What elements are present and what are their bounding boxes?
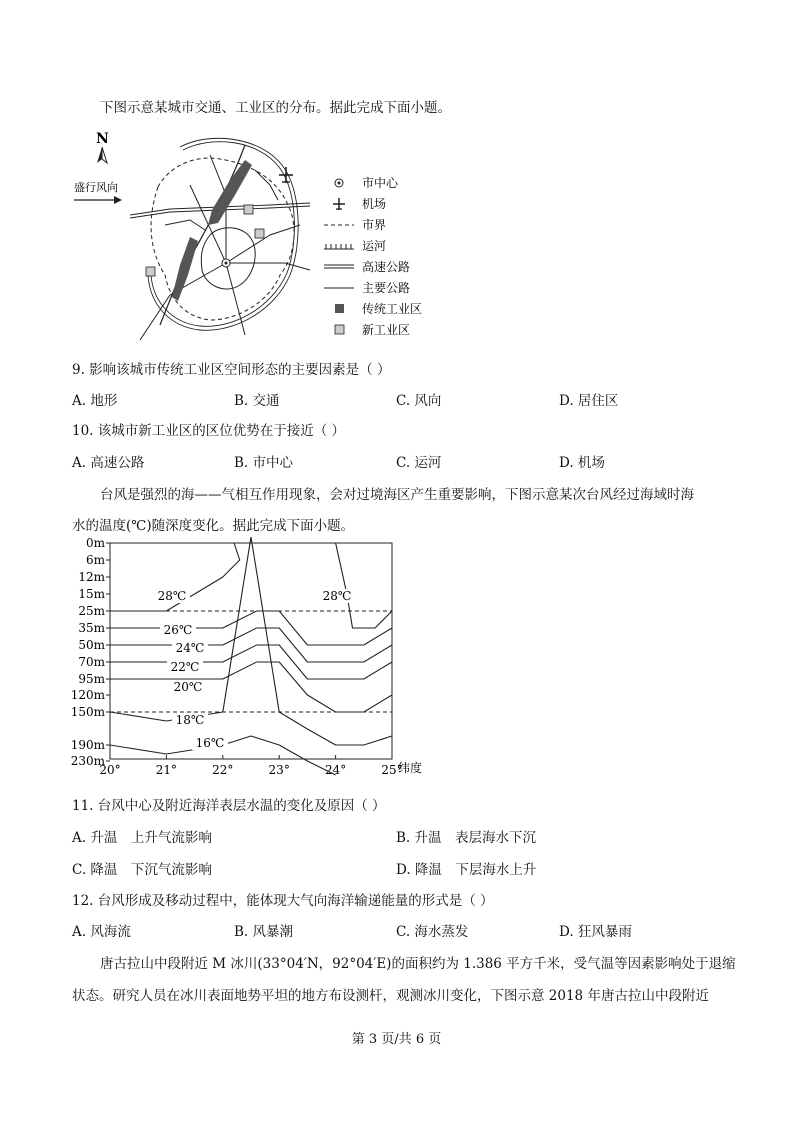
isotherm-label: 28℃	[322, 589, 352, 603]
expressway-icon	[324, 265, 354, 268]
y-tick-label: 0m	[85, 537, 105, 550]
x-tick-label: 22°	[212, 763, 234, 777]
y-tick-label: 95m	[78, 672, 105, 686]
q12-option-a[interactable]: A. 风海流	[72, 924, 131, 940]
city-center-icon	[222, 259, 230, 267]
section2-intro-line2: 水的温度(℃)随深度变化。据此完成下面小题。	[72, 518, 355, 534]
x-tick-label: 21°	[155, 763, 178, 777]
traditional-industry-zone	[208, 160, 252, 225]
wind-arrow-icon	[74, 196, 122, 204]
isotherm-label: 18℃	[175, 713, 205, 727]
new-industry-icon	[335, 325, 344, 334]
x-tick-label: 25°	[381, 763, 403, 777]
map-legend	[324, 175, 422, 337]
y-tick-label: 230m	[70, 754, 105, 768]
city-map	[70, 125, 430, 347]
isotherm-label: 20℃	[173, 680, 203, 694]
isotherm-line	[110, 611, 392, 645]
isotherm-label: 16℃	[195, 736, 225, 750]
canal	[160, 145, 245, 325]
q12-option-c[interactable]: C. 海水蒸发	[396, 924, 469, 940]
question-9-stem: 9. 影响该城市传统工业区空间形态的主要因素是（ ）	[72, 362, 391, 378]
q10-option-c[interactable]: C. 运河	[396, 455, 442, 471]
y-tick-label: 6m	[85, 553, 105, 567]
question-10-stem: 10. 该城市新工业区的区位优势在于接近（ ）	[72, 423, 346, 439]
traditional-industry-icon	[335, 304, 344, 313]
y-tick-label: 50m	[78, 638, 105, 652]
section3-line1: 唐古拉山中段附近 M 冰川(33°04′N，92°04′E)的面积约为 1.386 平方千米，受气温等因素影响处于退缩	[100, 956, 736, 972]
new-industry-zone	[244, 205, 253, 214]
section3-line2: 状态。研究人员在冰川表面地势平坦的地方布设测杆，观测冰川变化，下图示意 2018 年唐古拉山中段附近	[72, 988, 709, 1004]
x-tick-label: 20°	[99, 763, 121, 777]
question-12-stem: 12. 台风形成及移动过程中，能体现大气向海洋输递能量的形式是（ ）	[72, 893, 494, 909]
section2-intro-line1: 台风是强烈的海——气相互作用现象，会对过境海区产生重要影响，下图示意某次台风经过海域时海	[100, 487, 694, 503]
x-tick-label: 24°	[324, 763, 347, 777]
plot-frame	[110, 543, 392, 759]
q11-option-d[interactable]: D. 降温 下层海水上升	[396, 862, 537, 878]
isotherm-line	[336, 543, 392, 628]
q12-option-b[interactable]: B. 风暴潮	[234, 924, 294, 940]
q10-option-d[interactable]: D. 机场	[559, 455, 605, 471]
q9-option-d[interactable]: D. 居住区	[559, 393, 619, 409]
y-tick-label: 190m	[70, 738, 105, 752]
q9-option-a[interactable]: A. 地形	[72, 393, 118, 409]
q10-option-a[interactable]: A. 高速公路	[72, 455, 145, 471]
y-tick-label: 150m	[70, 705, 105, 719]
q9-option-c[interactable]: C. 风向	[396, 393, 442, 409]
q10-option-b[interactable]: B. 市中心	[234, 455, 294, 471]
temperature-chart	[70, 537, 440, 780]
page-footer: 第 3 页/共 6 页	[351, 1032, 442, 1047]
isotherm-label: 24℃	[175, 641, 205, 655]
isotherm-line	[110, 537, 392, 745]
y-tick-label: 70m	[78, 655, 105, 669]
traditional-industry-zone	[172, 237, 198, 301]
isotherm-label: 26℃	[163, 623, 193, 637]
q11-option-a[interactable]: A. 升温 上升气流影响	[72, 830, 212, 846]
legend-label: 高速公路	[362, 260, 411, 274]
y-tick-label: 25m	[78, 604, 105, 618]
x-axis-label: 纬度	[398, 761, 423, 775]
question-11-stem: 11. 台风中心及附近海洋表层水温的变化及原因（ ）	[72, 798, 386, 814]
q9-option-b[interactable]: B. 交通	[234, 393, 280, 409]
y-tick-label: 15m	[78, 587, 105, 601]
city-center-icon	[335, 179, 343, 187]
legend-label: 市界	[362, 218, 387, 232]
legend-label: 传统工业区	[362, 302, 423, 316]
north-arrow-icon	[97, 147, 107, 163]
expressway-ring	[130, 138, 310, 330]
y-tick-label: 12m	[78, 570, 105, 584]
y-tick-label: 120m	[70, 688, 105, 702]
legend-label: 新工业区	[362, 323, 411, 337]
airport-icon	[333, 198, 345, 210]
x-tick-label: 23°	[268, 763, 290, 777]
new-industry-zone	[255, 229, 264, 238]
q12-option-d[interactable]: D. 狂风暴雨	[559, 924, 632, 940]
legend-label: 主要公路	[362, 281, 411, 295]
isotherm-label: 22℃	[170, 660, 200, 674]
q11-option-c[interactable]: C. 降温 下沉气流影响	[72, 862, 212, 878]
legend-label: 运河	[362, 239, 387, 253]
isotherm-line	[110, 662, 392, 712]
y-tick-label: 35m	[78, 621, 105, 635]
section1-intro: 下图示意某城市交通、工业区的分布。据此完成下面小题。	[100, 100, 451, 116]
legend-label: 机场	[362, 197, 387, 211]
legend-label: 市中心	[362, 176, 399, 190]
canal-icon	[324, 244, 354, 249]
new-industry-zone	[146, 267, 155, 276]
isotherm-label: 28℃	[157, 589, 187, 603]
q11-option-b[interactable]: B. 升温 表层海水下沉	[396, 830, 537, 846]
wind-label: 盛行风向	[74, 181, 118, 194]
north-label: N	[96, 131, 109, 147]
